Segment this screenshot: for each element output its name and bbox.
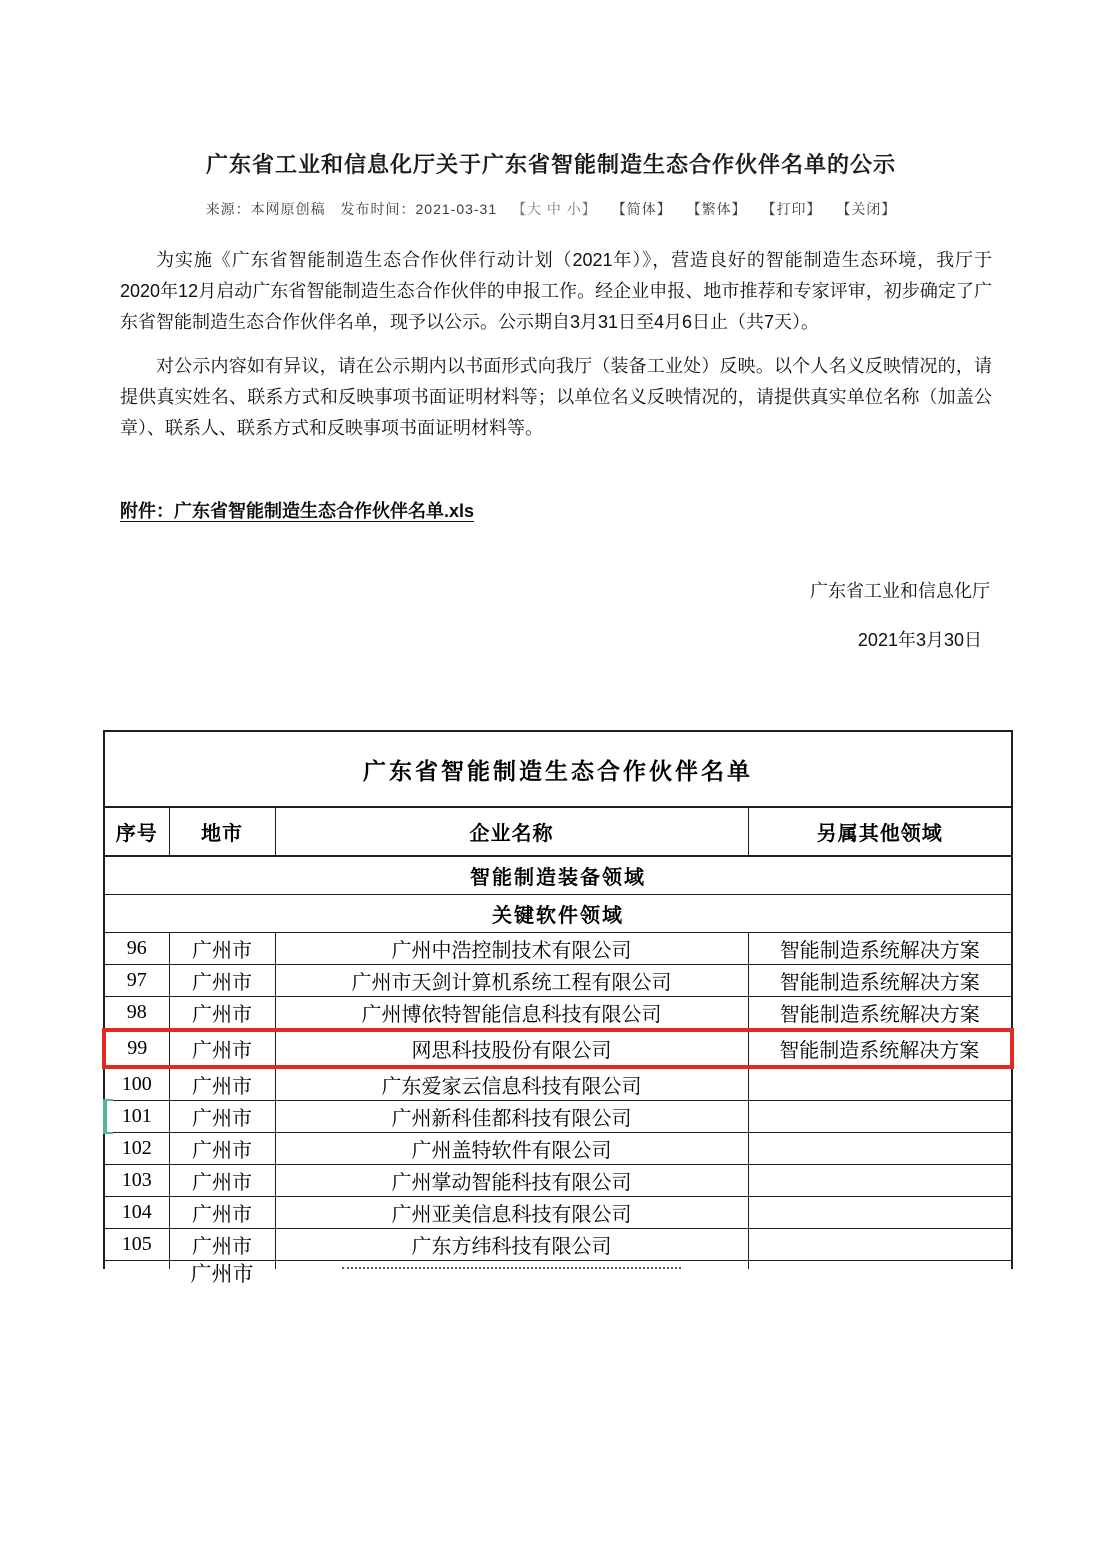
- cell-domain: [748, 1229, 1012, 1261]
- cell-seq: [104, 1261, 169, 1270]
- table-title-row: [104, 731, 1012, 807]
- cell-domain: [748, 1101, 1012, 1133]
- cell-city: 广州市: [169, 1197, 275, 1229]
- cell-seq: 101: [104, 1101, 169, 1133]
- cell-domain: 智能制造系统解决方案: [748, 1030, 1012, 1067]
- table-row-selected: [104, 1101, 1012, 1133]
- cell-seq: 102: [104, 1133, 169, 1165]
- selection-marker: [103, 1100, 107, 1133]
- table-row: [104, 1067, 1012, 1101]
- cell-city: 广州市: [169, 965, 275, 997]
- close-link[interactable]: 【关闭】: [836, 201, 897, 217]
- cell-company: 广州新科佳都科技有限公司: [275, 1101, 748, 1133]
- table-row: [104, 933, 1012, 965]
- cell-domain: [748, 1133, 1012, 1165]
- table-row-highlighted: [104, 1030, 1012, 1067]
- section-label: 关键软件领域: [104, 895, 1012, 933]
- cell-seq: 104: [104, 1197, 169, 1229]
- cell-domain: [748, 1165, 1012, 1197]
- cell-domain: 智能制造系统解决方案: [748, 965, 1012, 997]
- clipped-text-marks: [342, 1267, 682, 1269]
- cell-domain: 智能制造系统解决方案: [748, 933, 1012, 965]
- cell-seq: 100: [104, 1067, 169, 1101]
- header-company: 企业名称: [275, 807, 748, 856]
- cell-company: 广东方纬科技有限公司: [275, 1229, 748, 1261]
- table-title: 广东省智能制造生态合作伙伴名单: [104, 731, 1012, 807]
- section-row-software: [104, 895, 1012, 933]
- cell-seq: 96: [104, 933, 169, 965]
- cell-city: 广州市: [169, 1101, 275, 1133]
- cell-company: 广州市天剑计算机系统工程有限公司: [275, 965, 748, 997]
- paragraph-2: 对公示内容如有异议，请在公示期内以书面形式向我厅（装备工业处）反映。以个人名义反映情况的，请提供真实姓名、联系方式和反映事项书面证明材料等；以单位名义反映情况的，请提供真实单位名称（加盖公章）、联系人、联系方式和反映事项书面证明材料等。: [120, 356, 992, 438]
- table-row: [104, 997, 1012, 1031]
- cell-company: 广州亚美信息科技有限公司: [275, 1197, 748, 1229]
- simplified-link[interactable]: 【简体】: [611, 201, 672, 217]
- attachment-link[interactable]: 附件：广东省智能制造生态合作伙伴名单.xls: [120, 501, 475, 521]
- table-row: [104, 1165, 1012, 1197]
- table-row: [104, 1197, 1012, 1229]
- cell-city: 广州市: [169, 1067, 275, 1101]
- signature-org: 广东省工业和信息化厅: [810, 581, 990, 601]
- cell-city: 广州市: [169, 933, 275, 965]
- section-row-equipment: [104, 856, 1012, 895]
- cell-company: 广州掌动智能科技有限公司: [275, 1165, 748, 1197]
- table-header-row: [104, 807, 1012, 856]
- cell-domain: [748, 1067, 1012, 1101]
- meta-source: 来源：本网原创稿: [205, 201, 326, 217]
- meta-line: [0, 199, 1102, 219]
- cell-company: [275, 1261, 748, 1270]
- table-row: [104, 1229, 1012, 1261]
- header-city: 地市: [169, 807, 275, 856]
- cell-domain: 智能制造系统解决方案: [748, 997, 1012, 1031]
- paragraph-1: 为实施《广东省智能制造生态合作伙伴行动计划（2021年）》，营造良好的智能制造生态环境，我厅于2020年12月启动广东省智能制造生态合作伙伴的申报工作。经企业申报、地市推荐和专家评审，初步确定了广东省智能制造生态合作伙伴名单，现予以公示。公示期自3月31日至4月6日止（共7天）。: [120, 250, 992, 332]
- table-row: [104, 965, 1012, 997]
- print-link[interactable]: 【打印】: [761, 201, 822, 217]
- cell-company: 广州中浩控制技术有限公司: [275, 933, 748, 965]
- cell-seq: 98: [104, 997, 169, 1031]
- cell-company: 广东爱家云信息科技有限公司: [275, 1067, 748, 1101]
- cell-seq: 103: [104, 1165, 169, 1197]
- cell-seq: 97: [104, 965, 169, 997]
- section-label: 智能制造装备领域: [104, 856, 1012, 895]
- font-size-control[interactable]: 【大 中 小】: [512, 201, 597, 217]
- signature-date: 2021年3月30日: [857, 630, 982, 650]
- article-body: [120, 245, 992, 444]
- partner-table-wrap: [102, 730, 1102, 1286]
- cell-seq: 99: [104, 1030, 169, 1067]
- cell-company: 广州博依特智能信息科技有限公司: [275, 997, 748, 1031]
- partner-table: [102, 730, 1014, 1286]
- cell-city: 广州市: [169, 1133, 275, 1165]
- cell-city: 广州市: [169, 997, 275, 1031]
- cell-company: 网思科技股份有限公司: [275, 1030, 748, 1067]
- traditional-link[interactable]: 【繁体】: [686, 201, 747, 217]
- table-row: [104, 1133, 1012, 1165]
- cell-domain: [748, 1197, 1012, 1229]
- cell-city: 广州市: [169, 1030, 275, 1067]
- cell-city: 广州市: [169, 1165, 275, 1197]
- header-domain: 另属其他领域: [748, 807, 1012, 856]
- cell-city: 广州市: [169, 1261, 275, 1270]
- header-seq: 序号: [104, 807, 169, 856]
- cell-domain: [748, 1261, 1012, 1270]
- cell-company: 广州盖特软件有限公司: [275, 1133, 748, 1165]
- cell-city: 广州市: [169, 1229, 275, 1261]
- meta-publish-time: 发布时间：2021-03-31: [340, 201, 498, 217]
- cell-seq: 105: [104, 1229, 169, 1261]
- page-title: 广东省工业和信息化厅关于广东省智能制造生态合作伙伴名单的公示: [205, 152, 896, 177]
- table-row-clipped: [104, 1261, 1012, 1270]
